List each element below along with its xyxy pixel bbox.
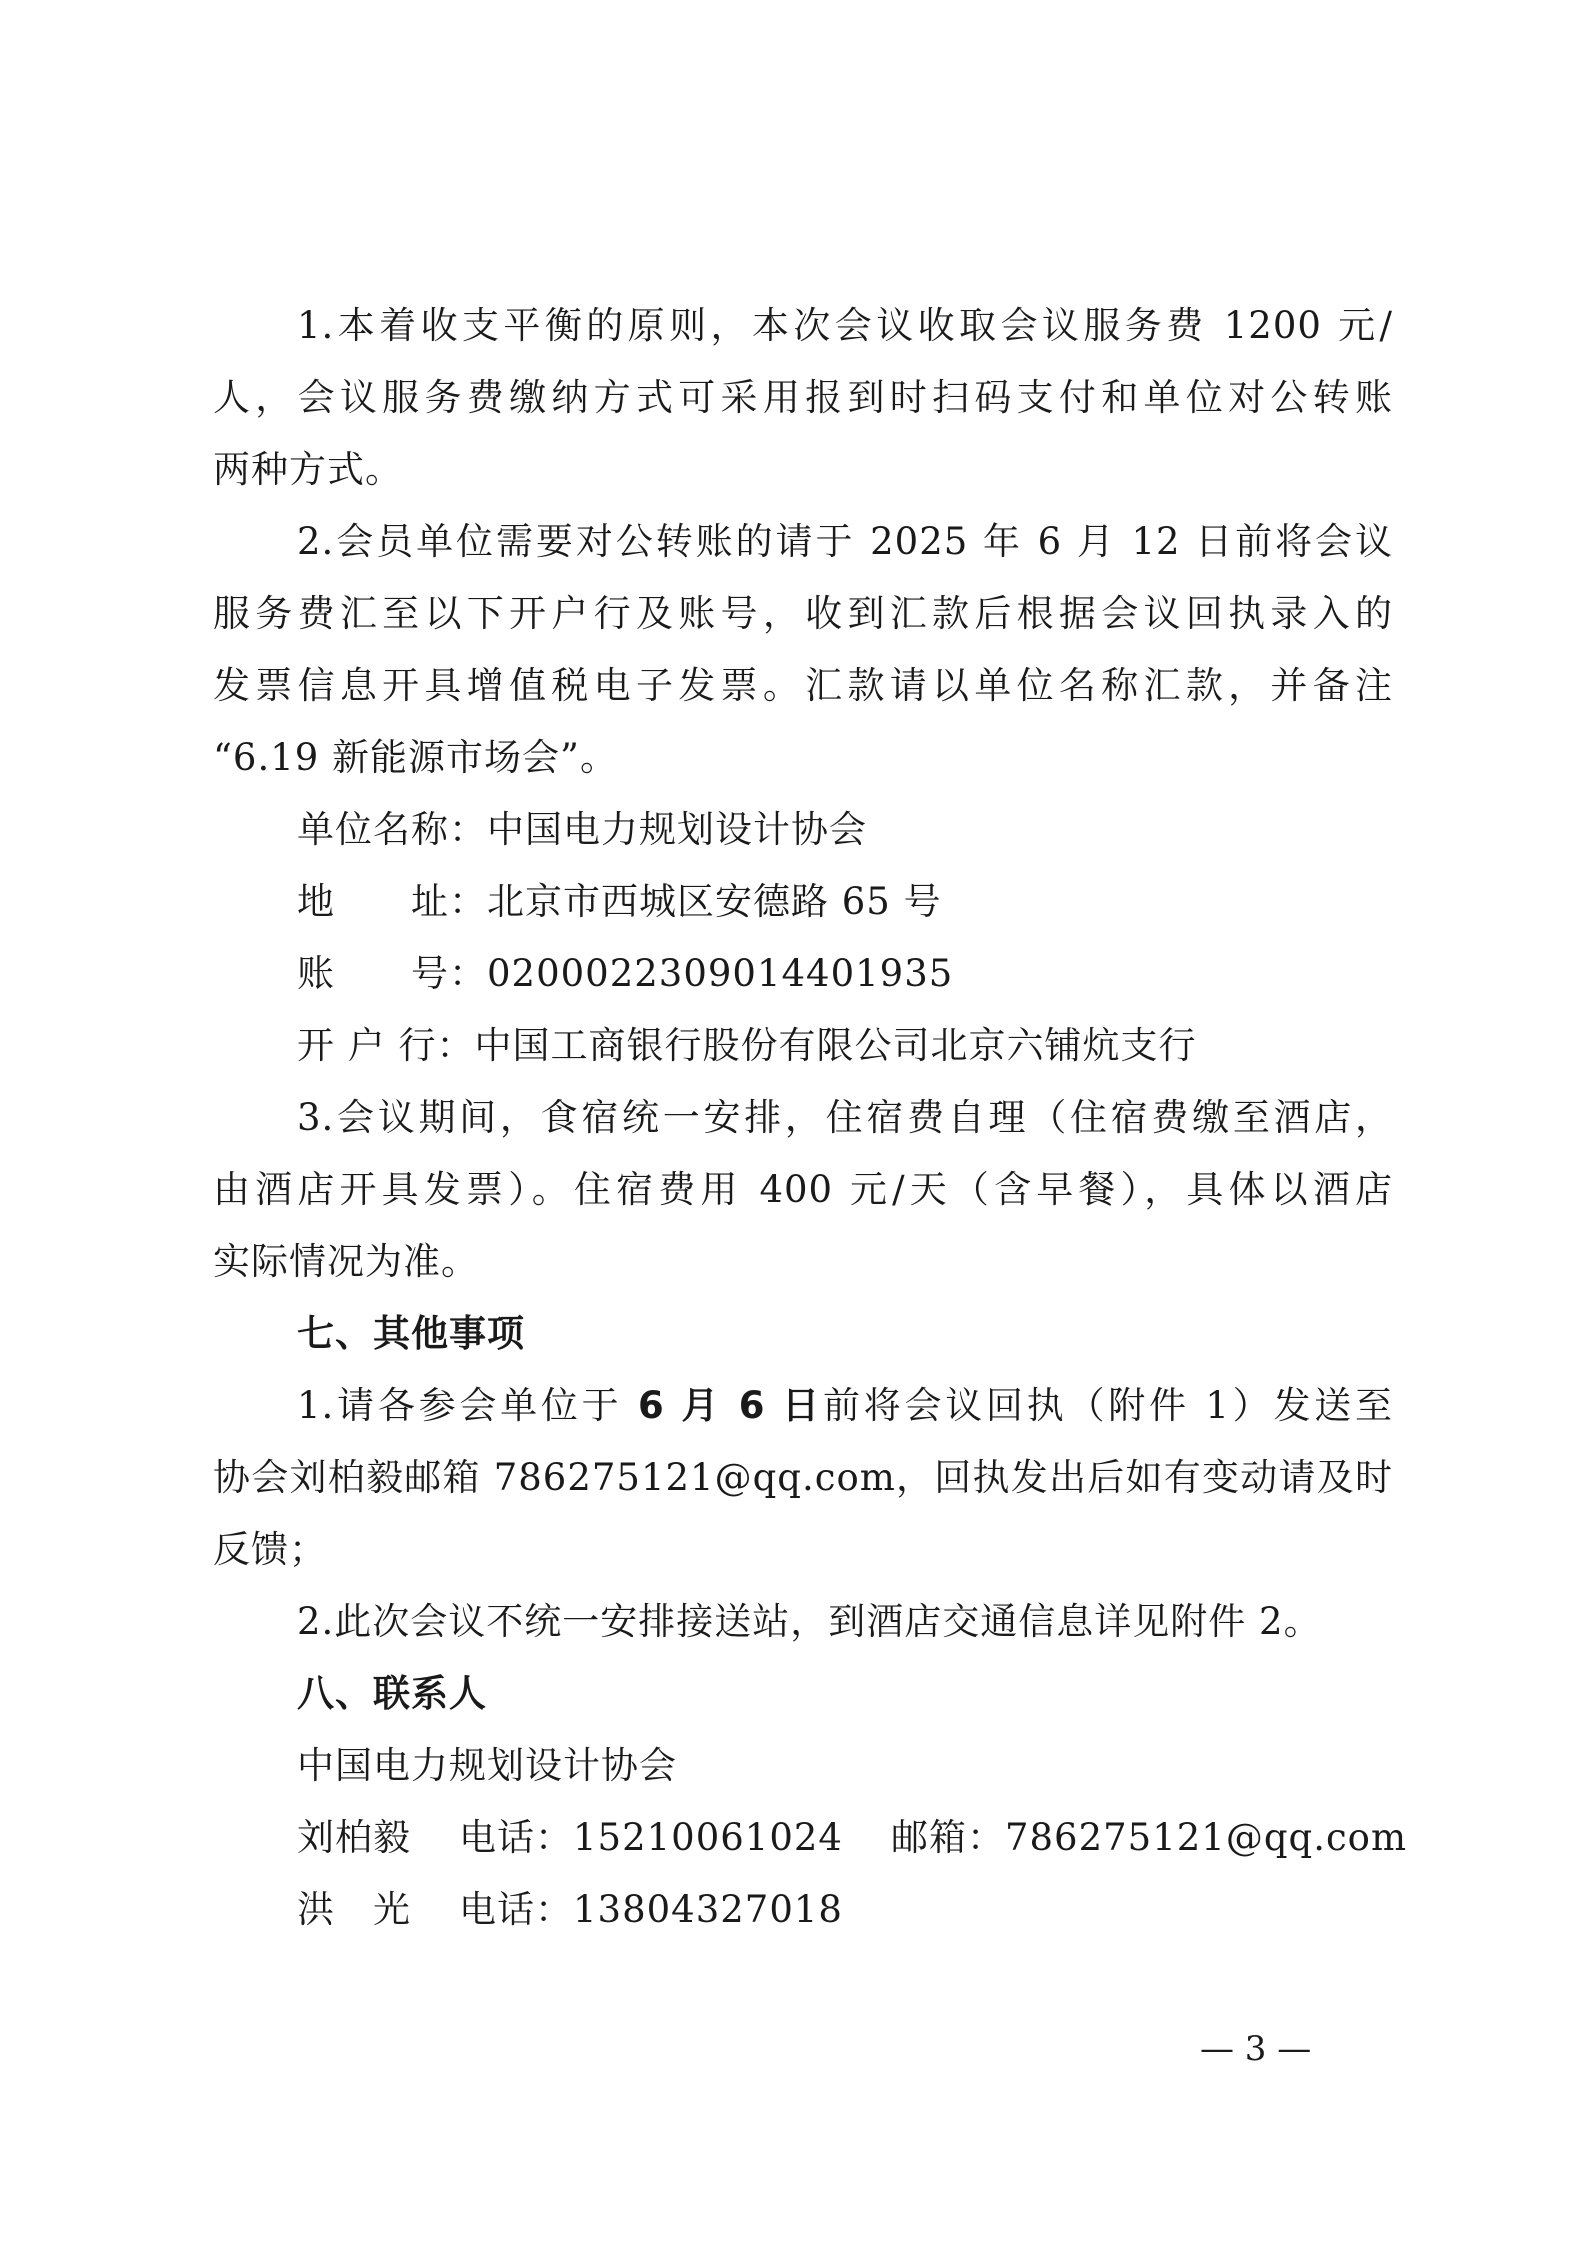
paragraph-fee-line-3: 两种方式。	[213, 448, 403, 491]
paragraph-fee-line-2: 人，会议服务费缴纳方式可采用报到时扫码支付和单位对公转账	[213, 376, 1393, 419]
contact-row-2	[297, 1874, 1393, 1946]
contact-2-name: 洪 光	[297, 1888, 411, 1931]
page-number: — 3 —	[1200, 2029, 1312, 2069]
bank-branch-value: 中国工商银行股份有限公司北京六铺炕支行	[474, 1024, 1197, 1067]
contact-org: 中国电力规划设计协会	[297, 1744, 677, 1787]
paragraph-transfer-line-1: 2.会员单位需要对公转账的请于 2025 年 6 月 12 日前将会议	[297, 520, 1393, 563]
receipt-prefix: 1.请各参会单位于	[297, 1384, 638, 1427]
bank-name-row	[297, 794, 1393, 866]
paragraph-transfer-line-2: 服务费汇至以下开户行及账号，收到汇款后根据会议回执录入的	[213, 592, 1393, 635]
bank-account-row	[297, 938, 1393, 1010]
paragraph-transport: 2.此次会议不统一安排接送站，到酒店交通信息详见附件 2。	[297, 1600, 1322, 1643]
paragraph-transfer-line-3: 发票信息开具增值税电子发票。汇款请以单位名称汇款，并备注	[213, 664, 1393, 707]
contact-2-phone: 电话：13804327018	[459, 1888, 843, 1931]
bank-branch-row	[297, 1010, 1393, 1082]
bank-name-label: 单位名称：	[297, 808, 487, 851]
paragraph-receipt-line-3: 反馈；	[213, 1528, 327, 1571]
section-7-heading: 七、其他事项	[297, 1312, 525, 1355]
contact-1-phone: 电话：15210061024	[459, 1816, 843, 1859]
paragraph-transfer-line-4: “6.19 新能源市场会”。	[213, 736, 618, 779]
bank-address-label: 地 址：	[297, 880, 487, 923]
paragraph-lodging-line-1: 3.会议期间，食宿统一安排，住宿费自理（住宿费缴至酒店，	[297, 1096, 1393, 1139]
paragraph-fee-line-1: 1.本着收支平衡的原则，本次会议收取会议服务费 1200 元/	[297, 304, 1393, 347]
bank-address-row	[297, 866, 1393, 938]
paragraph-lodging-line-2: 由酒店开具发票）。住宿费用 400 元/天（含早餐），具体以酒店	[213, 1168, 1393, 1211]
bank-account-value: 0200022309014401935	[487, 952, 954, 995]
bank-account-label: 账 号：	[297, 952, 487, 995]
paragraph-receipt-line-1	[297, 1370, 1393, 1442]
bank-address-value: 北京市西城区安德路 65 号	[487, 880, 942, 923]
contact-1-name: 刘柏毅	[297, 1816, 411, 1859]
section-8-heading: 八、联系人	[297, 1672, 487, 1715]
bank-branch-label: 开 户 行：	[297, 1024, 475, 1067]
receipt-suffix: 前将会议回执（附件 1）发送至	[822, 1384, 1393, 1427]
paragraph-receipt-line-2: 协会刘柏毅邮箱 786275121@qq.com，回执发出后如有变动请及时	[213, 1456, 1393, 1499]
receipt-deadline: 6 月 6 日	[637, 1384, 823, 1427]
bank-name-value: 中国电力规划设计协会	[487, 808, 867, 851]
paragraph-lodging-line-3: 实际情况为准。	[213, 1240, 479, 1283]
contact-1-email: 邮箱：786275121@qq.com	[890, 1816, 1408, 1859]
contact-row-1	[297, 1802, 1408, 1874]
